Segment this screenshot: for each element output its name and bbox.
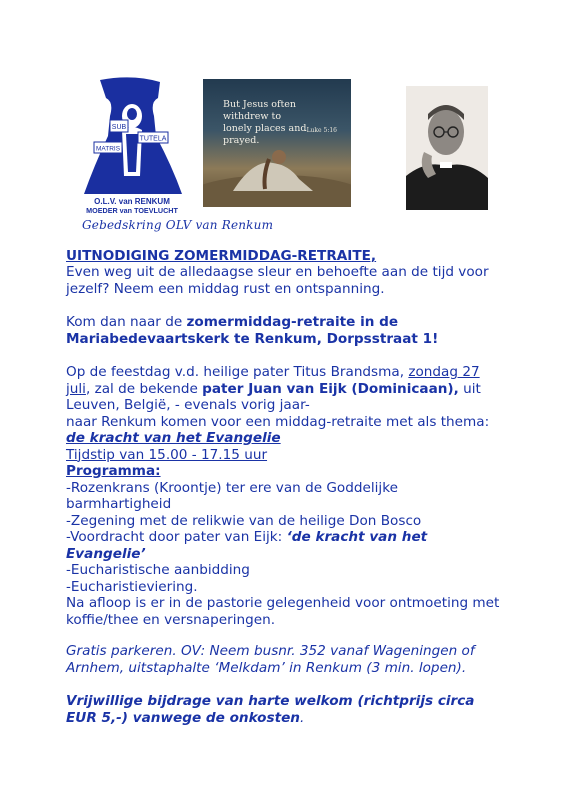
image-quote-reference: -Luke 5:16: [304, 127, 337, 134]
event-line-2b: , zal de bekende: [85, 380, 203, 397]
program-afterwards-line-2: koffie/thee en versnaperingen.: [66, 611, 276, 628]
image-quote: [223, 99, 343, 147]
parking-line-1: Gratis parkeren. OV: Neem busnr. 352 vanaf Wageningen of: [66, 643, 475, 659]
program-item-lecture: -Voordracht door pater van Eijk:: [66, 529, 287, 545]
intro-line-2: jezelf? Neem een middag rust en ontspanning.: [66, 280, 385, 297]
program-item-adoration: -Eucharistische aanbidding: [66, 562, 250, 578]
program-section: [66, 463, 526, 628]
contribution-line-1: Vrijwillige bijdrage van harte welkom (richtprijs circa: [66, 693, 475, 709]
intro-line-1: Even weg uit de alledaagse sleur en behoefte aan de tijd voor: [66, 264, 489, 280]
speaker-name: pater Juan van Eijk (Dominicaan),: [202, 380, 459, 397]
program-afterwards-line-1: Na afloop is er in de pastorie gelegenheid voor ontmoeting met: [66, 595, 500, 611]
program-lecture-theme: ‘de kracht van het: [286, 529, 428, 545]
location-church: Mariabedevaartskerk te Renkum, Dorpsstraat 1!: [66, 330, 439, 347]
parking-line-2: Arnhem, uitstaphalte ‘Melkdam’ in Renkum (3 min. lopen).: [66, 659, 467, 676]
program-item-eucharist: -Eucharistieviering.: [66, 578, 198, 595]
location-intro: Kom dan naar de: [66, 314, 187, 330]
portrait-photo: [406, 86, 488, 210]
event-date-part-1: zondag 27: [408, 364, 480, 380]
image-quote-line-2: lonely places and prayed.: [223, 123, 307, 146]
program-lecture-theme-cont: Evangelie’: [66, 545, 146, 562]
event-line-4: naar Renkum komen voor een middag-retraite met als thema:: [66, 413, 490, 430]
location-paragraph: [66, 314, 526, 347]
prayer-group-caption: Gebedskring OLV van Renkum: [82, 218, 274, 232]
event-line-2d: uit: [458, 380, 481, 397]
intro-paragraph: [66, 264, 526, 297]
program-item-rosary-cont: barmhartigheid: [66, 496, 172, 512]
contribution-period: .: [300, 709, 305, 726]
praying-jesus-image: [203, 79, 351, 207]
contribution-line-2: EUR 5,-) vanwege de onkosten: [66, 709, 300, 726]
event-line-1a: Op de feestdag v.d. heilige pater Titus Brandsma,: [66, 364, 409, 380]
logo-text-tutela: TUTELA: [139, 135, 167, 143]
event-theme: de kracht van het Evangelie: [66, 430, 281, 446]
logo-text-sub: SUB: [111, 124, 127, 131]
logo-text-matris: MATRIS: [95, 145, 121, 153]
invitation-title: [66, 248, 526, 265]
logo-line-1: O.L.V. van RENKUM: [94, 197, 170, 206]
contribution-paragraph: [66, 693, 526, 726]
location-event: zomermiddag-retraite in de: [186, 314, 399, 330]
event-date-part-2: juli: [66, 380, 86, 397]
program-item-blessing: -Zegening met de relikwie van de heilige Don Bosco: [66, 512, 422, 529]
title-text: UITNODIGING ZOMERMIDDAG-RETRAITE,: [66, 248, 377, 264]
event-paragraph: [66, 364, 526, 463]
event-time: Tijdstip van 15.00 - 17.15 uur: [66, 446, 268, 463]
logo-line-2: MOEDER van TOEVLUCHT: [86, 206, 178, 215]
parish-logo: [80, 76, 184, 216]
program-heading: Programma:: [66, 463, 161, 479]
image-quote-line-1: But Jesus often withdrew to: [223, 99, 297, 122]
event-line-3: Leuven, België, - evenals vorig jaar-: [66, 397, 310, 413]
program-item-rosary: -Rozenkrans (Kroontje) ter ere van de Goddelijke: [66, 479, 398, 496]
parking-paragraph: [66, 643, 526, 676]
